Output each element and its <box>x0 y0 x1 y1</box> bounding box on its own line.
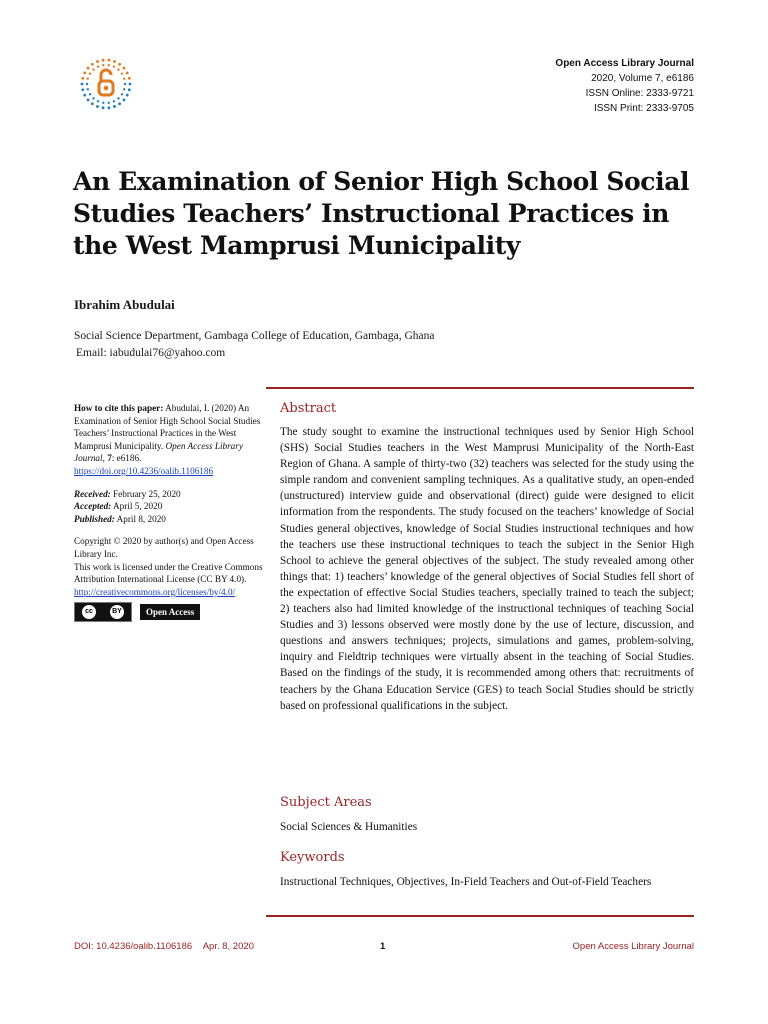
page-number: 1 <box>380 941 386 952</box>
logo-dot <box>87 99 90 102</box>
author-affiliation: Social Science Department, Gambaga College of Education, Gambaga, Ghana <box>74 330 435 342</box>
divider-top <box>266 387 694 389</box>
author-email: Email: iabudulai76@yahoo.com <box>76 347 226 359</box>
cite-pages: : e6186. <box>111 453 142 464</box>
subject-areas-heading: Subject Areas <box>280 795 372 810</box>
author-name: Ibrahim Abudulai <box>74 297 175 312</box>
logo-dot <box>118 102 121 105</box>
footer-journal: Open Access Library Journal <box>572 941 694 952</box>
logo-dot <box>113 60 116 63</box>
dates-block <box>74 488 264 526</box>
open-access-badge[interactable]: Open Access <box>140 604 200 620</box>
logo-dot <box>126 71 129 74</box>
logo-dot <box>121 73 123 75</box>
logo-dot <box>118 63 121 66</box>
logo-dot <box>96 105 99 108</box>
logo-dot <box>81 77 84 80</box>
logo-dot <box>92 97 94 99</box>
logo-dot <box>91 102 94 105</box>
logo-dot <box>87 77 89 79</box>
divider-bottom <box>266 915 694 917</box>
logo-dot <box>123 88 125 90</box>
cc-icon: cc <box>82 605 96 619</box>
cite-text: Abudulai, I. (2020) An Examination of Senior High School Social Studies Teachers’ Instructional Practices in the West Mamprusi Municipality. <box>74 403 261 451</box>
received-label: Received: <box>74 488 111 499</box>
logo-dot <box>126 94 129 97</box>
journal-logo-icon <box>80 58 132 110</box>
copyright-text: Copyright © 2020 by author(s) and Open Access Library Inc. <box>74 536 254 559</box>
logo-dot <box>91 63 94 66</box>
journal-info <box>555 56 694 116</box>
license-block <box>74 535 264 622</box>
abstract-heading: Abstract <box>280 401 337 416</box>
article-title: An Examination of Senior High School Social Studies Teachers’ Instructional Practices in the West Mamprusi Municipality <box>73 167 690 260</box>
license-link[interactable]: http://creativecommons.org/licenses/by/4.0/ <box>74 586 236 597</box>
logo-dot <box>107 106 110 109</box>
logo-dot <box>96 60 99 63</box>
logo-dot <box>89 93 91 95</box>
received-date: February 25, 2020 <box>113 488 181 499</box>
logo-dot <box>86 83 88 85</box>
cc-by-badge-icon[interactable] <box>74 602 132 622</box>
license-text: This work is licensed under the Creative Commons Attribution International License (CC BY 4.0). <box>74 561 263 585</box>
accepted-date: April 5, 2020 <box>113 501 163 512</box>
logo-dot <box>102 64 104 66</box>
article-sidebar <box>74 402 264 632</box>
logo-dot <box>97 66 99 68</box>
logo-dot <box>108 64 110 66</box>
license-badges <box>74 602 264 622</box>
logo-dot <box>124 83 126 85</box>
logo-dot <box>108 102 110 104</box>
logo-dot <box>102 102 104 104</box>
logo-dot <box>121 93 123 95</box>
open-access-lock-icon <box>99 70 113 95</box>
accepted-label: Accepted: <box>74 501 112 512</box>
logo-dot <box>129 83 132 86</box>
logo-dot <box>83 71 86 74</box>
logo-dot <box>113 105 116 108</box>
logo-dot <box>97 100 99 102</box>
logo-dot <box>83 94 86 97</box>
logo-dot <box>123 77 125 79</box>
logo-dot <box>92 68 94 70</box>
logo-dot <box>123 99 126 102</box>
footer-doi-text: DOI: 10.4236/oalib.1106186 <box>74 941 193 952</box>
issn-print: ISSN Print: 2333-9705 <box>593 103 694 114</box>
cite-doi-link[interactable]: https://doi.org/10.4236/oalib.1106186 <box>74 465 214 476</box>
logo-dot <box>128 77 131 80</box>
published-date: April 8, 2020 <box>116 513 166 524</box>
logo-dot <box>102 59 105 62</box>
footer-doi <box>74 941 254 952</box>
keywords-heading: Keywords <box>280 850 345 865</box>
volume-line: 2020, Volume 7, e6186 <box>591 73 694 84</box>
by-icon: BY <box>110 605 124 619</box>
abstract-text: The study sought to examine the instructional techniques used by Senior High School (SHS) Social Studies teachers in the West Mamprusi Municipality of the North-East Region of Ghana. A sample of thirty-two (32) teachers was selected for the study using the simple random and convenient sampling techniques. As a qualitative study, an open-ended (unstructured) interview guide and observational (direct) guide were designed to elicit information from the respondents. The study focused on the teachers’ knowledge of Social Studies general objectives, knowledge of Social Studies instructional techniques and how the teachers use these instructional techniques to teach the subject in the Senior High School to achieve the general objectives of the subject. The study revealed among other things that: 1) teachers’ knowledge of the general objectives of Social Studies fell short of the expectation of effective Social Studies teachers, specially trained to teach the subject; 2) teachers also had limited knowledge of the instructional techniques of teaching Social Studies and 3) lessons observed were mostly done by the use of lecture, discussion, and questions and answers techniques; projects, simulations and games, problem-solving, inquiry and Fieldtrip techniques were virtually absent in the teaching of Social Studies. Based on the findings of the study, it is recommended among others that: recruitments of teachers by the Ghana Education Service (GES) to teach Social Studies should be strictly based on professional qualifications in the subject. <box>280 426 694 712</box>
logo-dot <box>128 88 131 91</box>
logo-dot <box>113 66 115 68</box>
footer-date: Apr. 8, 2020 <box>202 941 254 952</box>
published-label: Published: <box>74 513 115 524</box>
logo-dot <box>89 73 91 75</box>
logo-dot <box>107 59 110 62</box>
logo-dot <box>87 67 90 70</box>
logo-dot <box>123 67 126 70</box>
cite-label: How to cite this paper: <box>74 403 164 413</box>
logo-dot <box>81 88 84 91</box>
issn-online: ISSN Online: 2333-9721 <box>585 88 694 99</box>
logo-dot <box>81 83 84 86</box>
subject-areas-text: Social Sciences & Humanities <box>280 821 418 833</box>
journal-name: Open Access Library Journal <box>555 58 694 69</box>
logo-dot <box>117 68 119 70</box>
citation-block: How to cite this paper: Abudulai, I. (2020) An Examination of Senior High School Social Studies Teachers’ Instructional Practices in the West Mamprusi Municipality. Open Access Library Journal, 7: e6186. https://doi.org/10.4236/oalib.1106186 <box>74 403 261 476</box>
logo-dot <box>102 106 105 109</box>
logo-dot <box>113 100 115 102</box>
keywords-text: Instructional Techniques, Objectives, In-Field Teachers and Out-of-Field Teachers <box>280 876 652 888</box>
cite-volume: 7 <box>107 453 112 464</box>
logo-dot <box>87 88 89 90</box>
cite-journal: Open Access Library Journal <box>74 440 243 464</box>
logo-dot <box>117 97 119 99</box>
